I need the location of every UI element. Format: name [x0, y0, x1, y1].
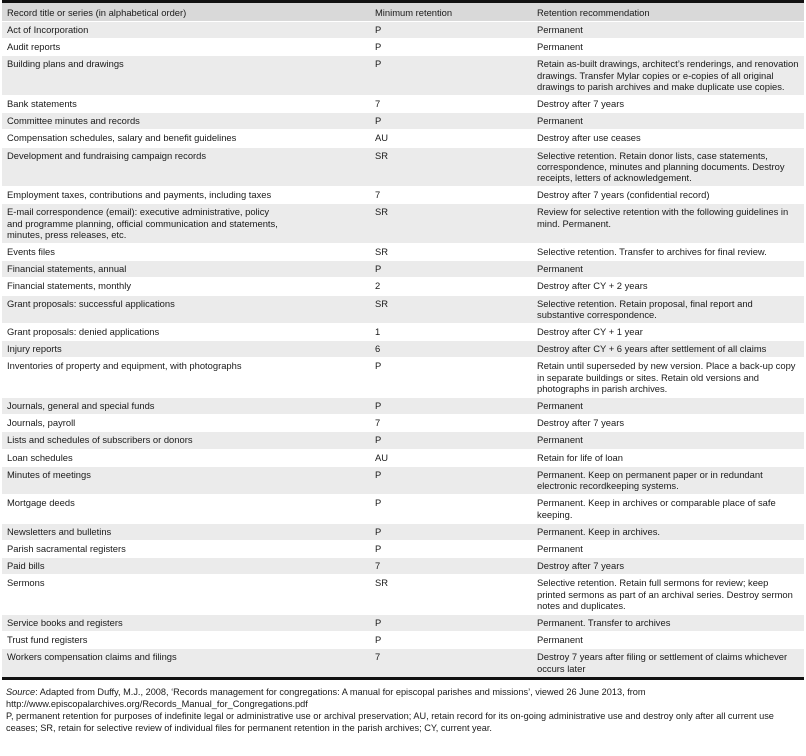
table-row — [2, 204, 804, 244]
record-title: Financial statements, monthly — [2, 278, 370, 295]
record-title: Paid bills — [2, 558, 370, 575]
record-title: Loan schedules — [2, 449, 370, 466]
table-row — [2, 466, 804, 494]
minimum-retention: P — [370, 632, 532, 649]
table-row — [2, 398, 804, 415]
header-retention-recommendation: Retention recommendation — [532, 2, 804, 22]
minimum-retention: P — [370, 39, 532, 56]
record-title: Development and fundraising campaign records — [2, 147, 370, 187]
table-footnote — [6, 686, 800, 734]
table-row — [2, 523, 804, 540]
retention-recommendation: Selective retention. Retain full sermons for review; keep printed sermons as part of an archival series. Destroy sermon notes and duplicates. — [532, 575, 804, 615]
record-title: Inventories of property and equipment, with photographs — [2, 358, 370, 398]
retention-recommendation: Permanent — [532, 632, 804, 649]
minimum-retention: 7 — [370, 649, 532, 678]
minimum-retention: 7 — [370, 187, 532, 204]
table-row — [2, 415, 804, 432]
minimum-retention: SR — [370, 295, 532, 323]
retention-recommendation: Permanent. Keep in archives or comparable place of safe keeping. — [532, 495, 804, 523]
retention-recommendation: Permanent. Keep on permanent paper or in redundant electronic recordkeeping systems. — [532, 466, 804, 494]
minimum-retention: P — [370, 261, 532, 278]
retention-recommendation: Destroy 7 years after filing or settlement of claims whichever occurs later — [532, 649, 804, 678]
table-row — [2, 558, 804, 575]
record-title: Parish sacramental registers — [2, 540, 370, 557]
record-title: Employment taxes, contributions and payments, including taxes — [2, 187, 370, 204]
record-title: E-mail correspondence (email): executive administrative, policy and programme planning, official communication and statements, minutes, press releases, etc. — [2, 204, 370, 244]
table-row — [2, 261, 804, 278]
retention-recommendation: Permanent — [532, 261, 804, 278]
table-row — [2, 278, 804, 295]
record-title: Financial statements, annual — [2, 261, 370, 278]
minimum-retention: SR — [370, 147, 532, 187]
minimum-retention: SR — [370, 244, 532, 261]
record-title: Building plans and drawings — [2, 56, 370, 96]
record-title: Act of Incorporation — [2, 22, 370, 39]
record-title: Journals, payroll — [2, 415, 370, 432]
retention-recommendation: Permanent — [532, 432, 804, 449]
source-note — [6, 686, 800, 710]
minimum-retention: P — [370, 398, 532, 415]
header-minimum-retention: Minimum retention — [370, 2, 532, 22]
minimum-retention: P — [370, 614, 532, 631]
minimum-retention: SR — [370, 575, 532, 615]
minimum-retention: P — [370, 466, 532, 494]
table-row — [2, 22, 804, 39]
retention-recommendation: Selective retention. Retain donor lists, case statements, correspondence, minutes and planning documents. Destroy receipts, letters of acknowledgement. — [532, 147, 804, 187]
table-row — [2, 432, 804, 449]
table-row — [2, 187, 804, 204]
retention-recommendation: Retain for life of loan — [532, 449, 804, 466]
minimum-retention: 2 — [370, 278, 532, 295]
record-title: Audit reports — [2, 39, 370, 56]
record-title: Bank statements — [2, 96, 370, 113]
retention-recommendation: Destroy after 7 years — [532, 558, 804, 575]
abbreviations-note: P, permanent retention for purposes of indefinite legal or administrative use or archival preservation; AU, retain record for its on-going administrative use and destroy only after all current use ceases; SR, retain for selective review of individual files for permanent retention in the parish archives; CY, current year. — [6, 710, 774, 733]
record-title: Mortgage deeds — [2, 495, 370, 523]
minimum-retention: 7 — [370, 96, 532, 113]
record-title: Events files — [2, 244, 370, 261]
retention-recommendation: Destroy after 7 years (confidential record) — [532, 187, 804, 204]
table-row — [2, 341, 804, 358]
minimum-retention: P — [370, 540, 532, 557]
source-label: Source — [6, 686, 36, 697]
minimum-retention: 7 — [370, 415, 532, 432]
record-title: Grant proposals: successful applications — [2, 295, 370, 323]
table-row — [2, 358, 804, 398]
minimum-retention: AU — [370, 130, 532, 147]
retention-recommendation: Selective retention. Retain proposal, final report and substantive correspondence. — [532, 295, 804, 323]
retention-recommendation: Destroy after use ceases — [532, 130, 804, 147]
retention-recommendation: Permanent — [532, 22, 804, 39]
minimum-retention: AU — [370, 449, 532, 466]
retention-recommendation: Permanent — [532, 113, 804, 130]
retention-recommendation: Destroy after CY + 6 years after settlement of all claims — [532, 341, 804, 358]
minimum-retention: SR — [370, 204, 532, 244]
record-title: Sermons — [2, 575, 370, 615]
table-row — [2, 540, 804, 557]
record-title: Injury reports — [2, 341, 370, 358]
record-title: Trust fund registers — [2, 632, 370, 649]
table-row — [2, 130, 804, 147]
record-title: Committee minutes and records — [2, 113, 370, 130]
record-title: Newsletters and bulletins — [2, 523, 370, 540]
record-title: Workers compensation claims and filings — [2, 649, 370, 678]
minimum-retention: P — [370, 113, 532, 130]
retention-recommendation: Destroy after 7 years — [532, 415, 804, 432]
retention-recommendation: Permanent. Transfer to archives — [532, 614, 804, 631]
retention-recommendation: Selective retention. Transfer to archives for final review. — [532, 244, 804, 261]
minimum-retention: P — [370, 495, 532, 523]
minimum-retention: P — [370, 358, 532, 398]
table-row — [2, 632, 804, 649]
retention-recommendation: Retain as-built drawings, architect’s renderings, and renovation drawings. Transfer Mylar copies or e-copies of all original drawings to parish archives and make duplicate use copies. — [532, 56, 804, 96]
table-row — [2, 575, 804, 615]
table-row — [2, 56, 804, 96]
table-row — [2, 324, 804, 341]
record-title: Journals, general and special funds — [2, 398, 370, 415]
table-row — [2, 614, 804, 631]
retention-recommendation: Permanent. Keep in archives. — [532, 523, 804, 540]
retention-recommendation: Retain until superseded by new version. Place a back-up copy in separate buildings or sites. Retain old versions and photographs in parish archives. — [532, 358, 804, 398]
minimum-retention: 7 — [370, 558, 532, 575]
record-title: Grant proposals: denied applications — [2, 324, 370, 341]
minimum-retention: P — [370, 432, 532, 449]
record-title: Minutes of meetings — [2, 466, 370, 494]
retention-recommendation: Review for selective retention with the following guidelines in mind. Permanent. — [532, 204, 804, 244]
retention-recommendation: Destroy after 7 years — [532, 96, 804, 113]
retention-recommendation: Destroy after CY + 2 years — [532, 278, 804, 295]
retention-recommendation: Permanent — [532, 540, 804, 557]
minimum-retention: 1 — [370, 324, 532, 341]
minimum-retention: P — [370, 523, 532, 540]
table-row — [2, 39, 804, 56]
record-title: Lists and schedules of subscribers or donors — [2, 432, 370, 449]
table-row — [2, 244, 804, 261]
retention-recommendation: Destroy after CY + 1 year — [532, 324, 804, 341]
minimum-retention: P — [370, 56, 532, 96]
table-row — [2, 649, 804, 678]
minimum-retention: P — [370, 22, 532, 39]
table-row — [2, 495, 804, 523]
table-row — [2, 113, 804, 130]
retention-recommendation: Permanent — [532, 39, 804, 56]
table-row — [2, 449, 804, 466]
retention-table — [2, 0, 804, 680]
retention-recommendation: Permanent — [532, 398, 804, 415]
record-title: Service books and registers — [2, 614, 370, 631]
table-row — [2, 147, 804, 187]
minimum-retention: 6 — [370, 341, 532, 358]
record-title: Compensation schedules, salary and benefit guidelines — [2, 130, 370, 147]
table-row — [2, 96, 804, 113]
source-text: : Adapted from Duffy, M.J., 2008, ‘Records management for congregations: A manual for episcopal parishes and missions’, viewed 26 June 2013, from http://www.episcopalarchives.org/Records_Manual_for_Congregations.pdf — [6, 686, 646, 709]
table-header — [2, 2, 804, 22]
header-record-title: Record title or series (in alphabetical order) — [2, 2, 370, 22]
table-row — [2, 295, 804, 323]
